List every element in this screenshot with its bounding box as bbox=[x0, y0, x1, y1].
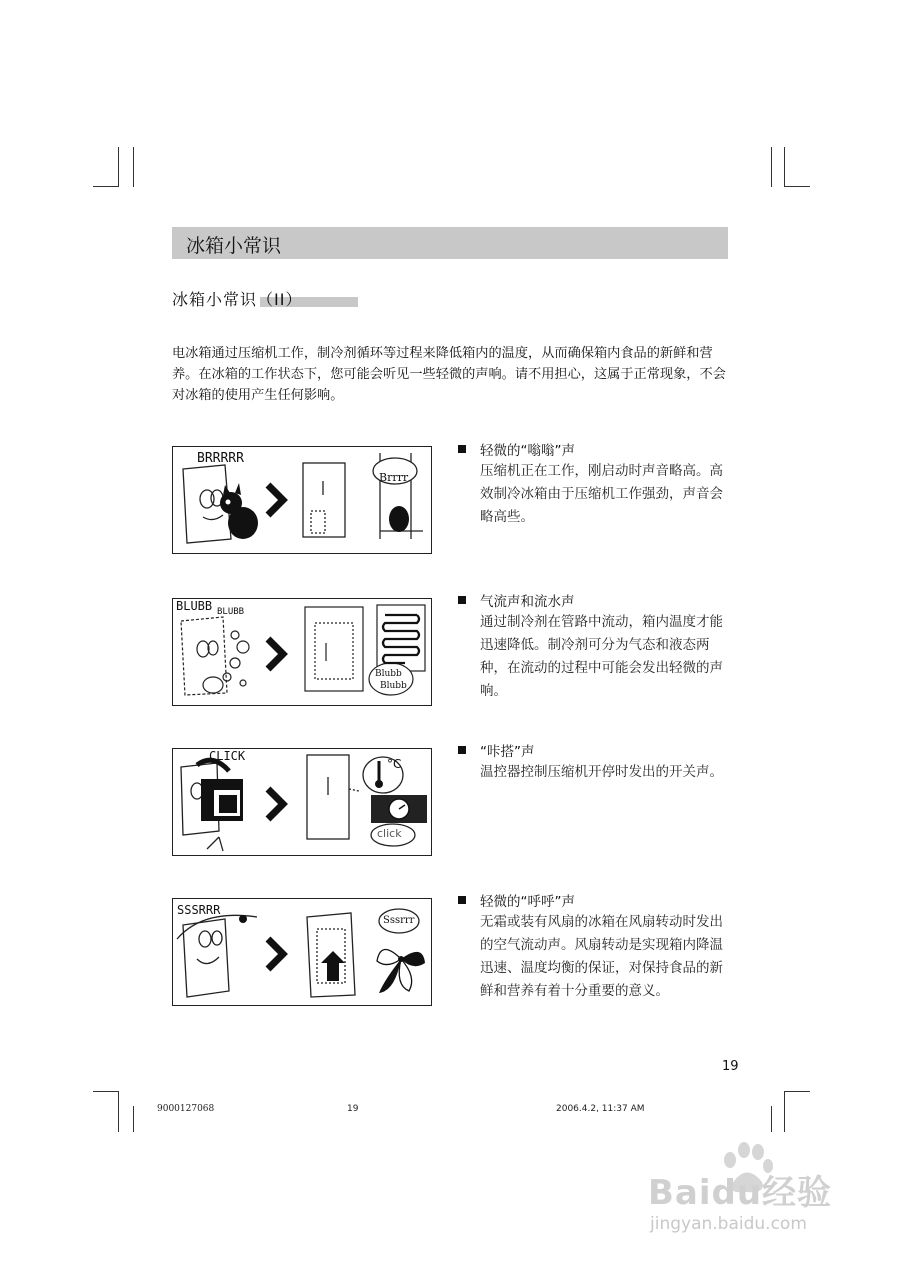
speech-bubble-blubb-2: Blubb bbox=[380, 681, 407, 691]
figure-fan bbox=[172, 898, 432, 1006]
intro-paragraph: 电冰箱通过压缩机工作，制冷剂循环等过程来降低箱内的温度，从而确保箱内食品的新鲜和营养。在冰箱的工作状态下，您可能会听见一些轻微的声响。请不用担心，这属于正常现象，不会对冰箱的使用产生任何影响。 bbox=[172, 346, 726, 403]
speech-bubble-click: click bbox=[377, 827, 402, 840]
item-title-fan-text: 轻微的“呼呼”声 bbox=[480, 894, 575, 910]
bullet-square-icon bbox=[458, 596, 466, 604]
crop-mark-bottom-left-v2 bbox=[133, 1106, 134, 1132]
watermark-logo: Baidu经验 bbox=[648, 1173, 833, 1213]
sound-word-sssrrr: SSSRRR bbox=[177, 903, 221, 917]
item-body-fan: 无霜或装有风扇的冰箱在风扇转动时发出的空气流动声。风扇转动是实现箱内降温迅速、温度均衡的保证，对保持食品的新鲜和营养有着十分重要的意义。 bbox=[480, 914, 723, 999]
bullet-square-icon bbox=[458, 896, 466, 904]
speech-bubble-sssrrr: Sssrrr bbox=[383, 915, 415, 926]
item-body-gurgle: 通过制冷剂在管路中流动，箱内温度才能迅速降低。制冷剂可分为气态和液态两种，在流动的过程中可能会发出轻微的声响。 bbox=[480, 614, 723, 699]
sound-word-blubb-small: BLUBB bbox=[217, 607, 245, 617]
crop-mark-bottom-left-v1 bbox=[118, 1092, 119, 1132]
speech-bubble-brrrr: Brrrr bbox=[379, 471, 409, 484]
sound-word-blubb: BLUBB bbox=[176, 599, 213, 613]
thermometer-unit: °C bbox=[387, 757, 402, 771]
crop-mark-top-right-h bbox=[784, 186, 810, 187]
figure-click bbox=[172, 748, 432, 856]
crop-mark-top-left-v1 bbox=[118, 147, 119, 187]
crop-mark-top-left-v2 bbox=[133, 147, 134, 187]
item-title-hum-text: 轻微的“嗡嗡”声 bbox=[480, 443, 575, 459]
figure-gurgle bbox=[172, 598, 432, 706]
item-body-hum: 压缩机正在工作，刚启动时声音略高。高效制冷冰箱由于压缩机工作强劲，声音会略高些。 bbox=[480, 463, 723, 525]
speech-bubble-blubb-1: Blubb bbox=[375, 669, 402, 679]
sub-title: 冰箱小常识（II） bbox=[172, 290, 303, 309]
crop-mark-top-right-v1 bbox=[771, 147, 772, 187]
bullet-square-icon bbox=[458, 445, 466, 453]
sound-word-click: CLICK bbox=[209, 749, 246, 763]
crop-mark-bottom-right-v1 bbox=[771, 1106, 772, 1132]
bullet-square-icon bbox=[458, 746, 466, 754]
item-title-fan bbox=[458, 892, 575, 912]
crop-mark-top-left-h bbox=[93, 186, 119, 187]
footer-datetime: 2006.4.2, 11:37 AM bbox=[556, 1104, 645, 1114]
item-title-gurgle bbox=[458, 592, 575, 612]
item-title-click bbox=[458, 742, 535, 762]
crop-mark-bottom-right-h bbox=[784, 1091, 810, 1092]
section-header-bar bbox=[172, 227, 728, 259]
item-body-click: 温控器控制压缩机开停时发出的开关声。 bbox=[480, 764, 723, 780]
watermark-url: jingyan.baidu.com bbox=[650, 1214, 807, 1234]
footer-doc-code: 9000127068 bbox=[157, 1104, 215, 1114]
section-header-title: 冰箱小常识 bbox=[186, 235, 282, 257]
page-number: 19 bbox=[722, 1059, 739, 1074]
item-title-click-text: “咔搭”声 bbox=[480, 744, 535, 760]
item-title-hum bbox=[458, 441, 575, 461]
crop-mark-bottom-left-h bbox=[93, 1091, 119, 1092]
crop-mark-bottom-right-v2 bbox=[784, 1092, 785, 1132]
footer-page: 19 bbox=[347, 1104, 359, 1114]
figure-hum bbox=[172, 446, 432, 554]
sound-word-brrrrr: BRRRRR bbox=[197, 451, 244, 466]
crop-mark-top-right-v2 bbox=[784, 147, 785, 187]
item-title-gurgle-text: 气流声和流水声 bbox=[480, 594, 575, 610]
